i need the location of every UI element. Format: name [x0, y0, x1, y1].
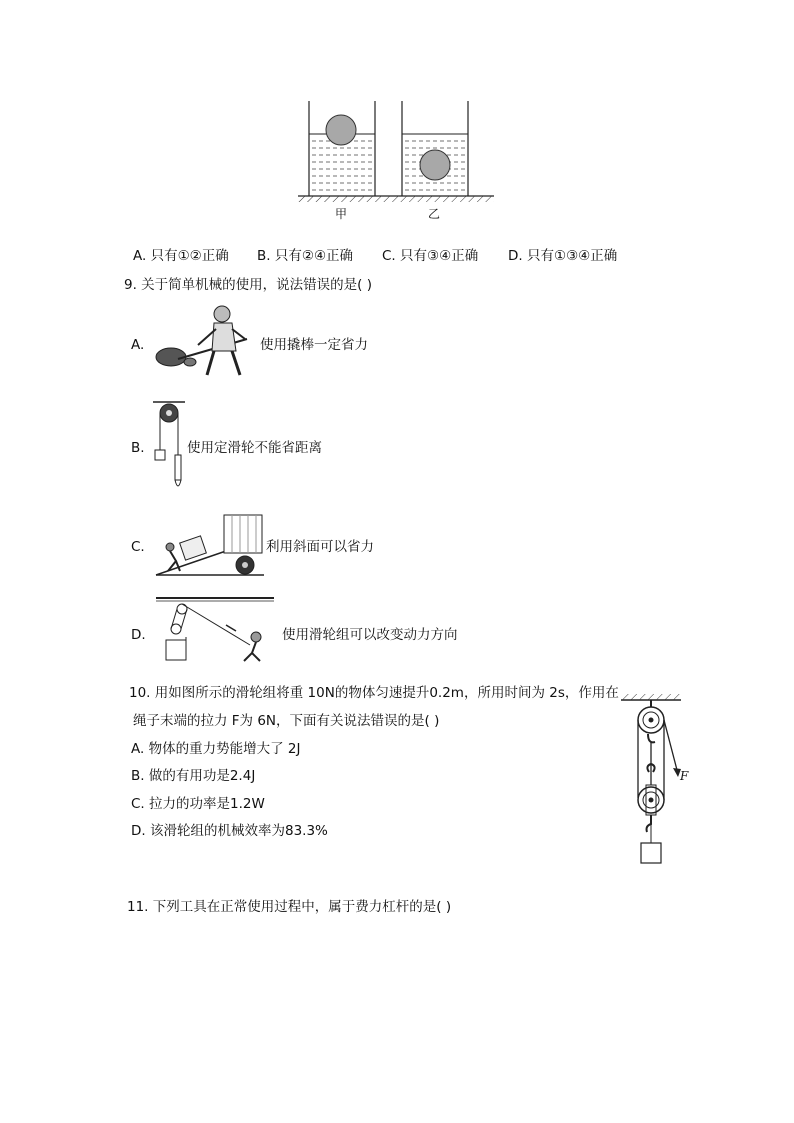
- q8-option-d: D. 只有①③④正确: [508, 248, 618, 264]
- q9-option-c-letter: C.: [131, 539, 145, 555]
- label-yi: 乙: [428, 207, 441, 221]
- q9-option-a-letter: A.: [131, 337, 145, 353]
- ball-left: [326, 115, 356, 145]
- q9-option-c-text: 利用斜面可以省力: [266, 539, 374, 555]
- force-label: F: [680, 769, 689, 783]
- q10-option-c: C. 拉力的功率是1.2W: [131, 796, 265, 812]
- pulley-block-illustration: [156, 595, 276, 667]
- ball-right: [420, 150, 450, 180]
- label-jia: 甲: [335, 207, 348, 221]
- q9-option-d-letter: D.: [131, 627, 146, 643]
- q9-option-b-letter: B.: [131, 440, 145, 456]
- q10-stem-line1: 10. 用如图所示的滑轮组将重 10N的物体匀速提升0.2m，所用时间为 2s，作用在: [129, 685, 619, 701]
- q9-option-d-text: 使用滑轮组可以改变动力方向: [282, 627, 458, 643]
- container-right: [402, 101, 468, 196]
- crowbar-illustration: [152, 303, 272, 383]
- q10-stem-line2: 绳子末端的拉力 F为 6N，下面有关说法错误的是( ): [133, 713, 440, 729]
- q10-option-a: A. 物体的重力势能增大了 2J: [131, 741, 301, 757]
- fixed-pulley-illustration: [151, 400, 191, 495]
- incline-illustration: [154, 511, 266, 581]
- q8-option-a: A. 只有①②正确: [133, 248, 229, 264]
- q11-stem: 11. 下列工具在正常使用过程中，属于费力杠杆的是( ): [127, 899, 452, 915]
- container-left: [309, 101, 375, 196]
- q10-option-b: B. 做的有用功是2.4J: [131, 768, 256, 784]
- q8-option-c: C. 只有③④正确: [382, 248, 479, 264]
- q9-stem: 9. 关于简单机械的使用，说法错误的是( ): [124, 277, 372, 293]
- q9-option-a-text: 使用撬棒一定省力: [260, 337, 368, 353]
- q9-option-b-text: 使用定滑轮不能省距离: [187, 440, 322, 456]
- q10-option-d: D. 该滑轮组的机械效率为83.3%: [131, 823, 328, 839]
- containers-figure: [0, 0, 794, 230]
- q8-option-b: B. 只有②④正确: [257, 248, 354, 264]
